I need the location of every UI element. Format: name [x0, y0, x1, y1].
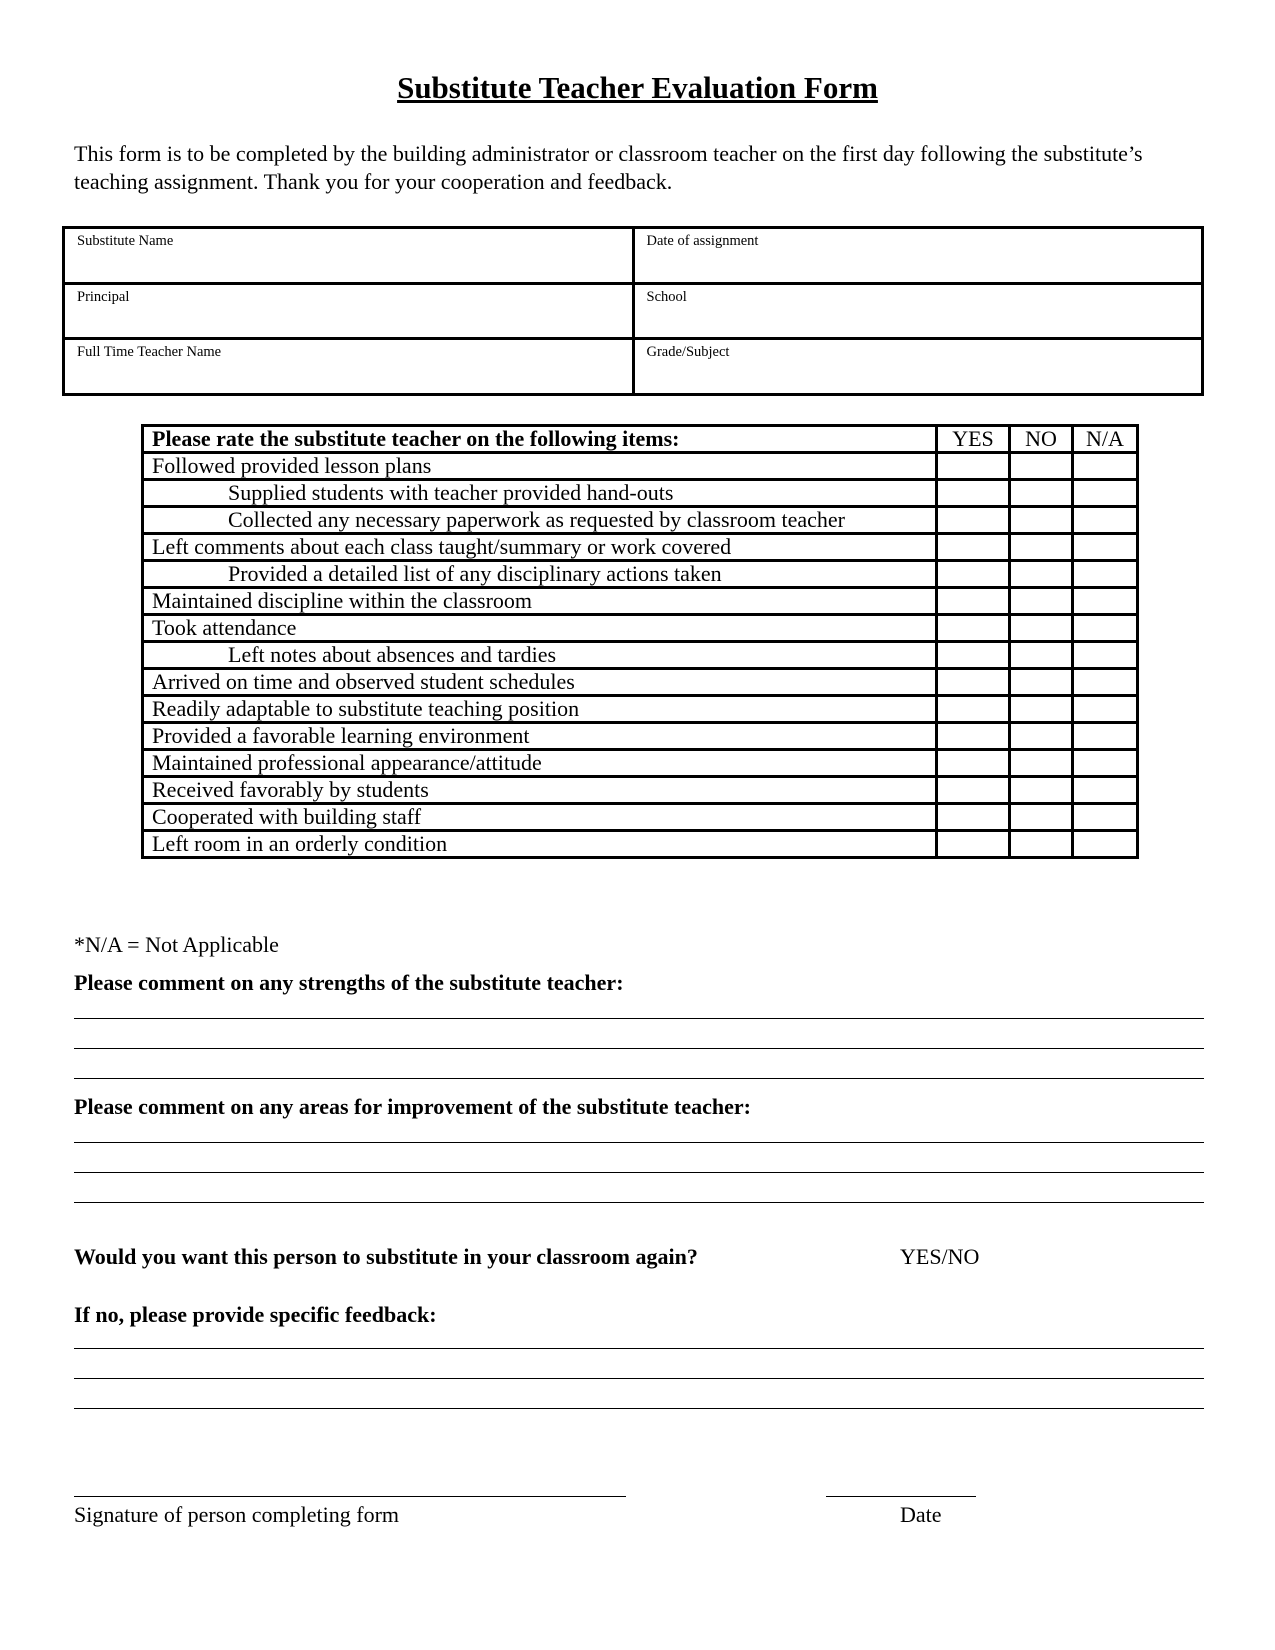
no-cell[interactable]: [1010, 453, 1073, 480]
rating-row: [143, 561, 1138, 588]
rating-item: Followed provided lesson plans: [143, 453, 937, 480]
rating-table: [141, 424, 1139, 859]
rating-item: Maintained discipline within the classroom: [143, 588, 937, 615]
substitute-name-label: Substitute Name: [77, 233, 174, 249]
rating-item: Took attendance: [143, 615, 937, 642]
rating-row: [143, 480, 1138, 507]
yes-cell[interactable]: [937, 561, 1010, 588]
rating-header-row: [143, 426, 1138, 453]
rating-item: Maintained professional appearance/attitude: [143, 750, 937, 777]
na-cell[interactable]: [1073, 750, 1138, 777]
na-cell[interactable]: [1073, 480, 1138, 507]
grade-subject-label: Grade/Subject: [646, 344, 730, 361]
no-cell[interactable]: [1010, 561, 1073, 588]
no-cell[interactable]: [1010, 696, 1073, 723]
improvement-line[interactable]: [74, 1142, 1204, 1143]
yes-cell[interactable]: [937, 750, 1010, 777]
na-cell[interactable]: [1073, 831, 1138, 858]
date-label: Date: [900, 1502, 942, 1527]
rating-row: [143, 669, 1138, 696]
no-cell[interactable]: [1010, 669, 1073, 696]
feedback-line[interactable]: [74, 1378, 1204, 1379]
rating-row: [143, 534, 1138, 561]
na-cell[interactable]: [1073, 615, 1138, 642]
principal-label: Principal: [77, 288, 130, 305]
date-line[interactable]: [826, 1496, 976, 1497]
yes-column-header: YES: [937, 426, 1010, 453]
no-cell[interactable]: [1010, 723, 1073, 750]
no-cell[interactable]: [1010, 642, 1073, 669]
yes-cell[interactable]: [937, 588, 1010, 615]
na-cell[interactable]: [1073, 561, 1138, 588]
no-cell[interactable]: [1010, 588, 1073, 615]
yes-cell[interactable]: [937, 777, 1010, 804]
rating-row: [143, 696, 1138, 723]
intro-text: This form is to be completed by the building administrator or classroom teacher on the first day following the substitute’s teaching assignment. Thank you for your cooperation and feedback.: [74, 141, 1143, 194]
rating-item: Provided a detailed list of any disciplinary actions taken: [143, 561, 937, 588]
na-cell[interactable]: [1073, 588, 1138, 615]
rating-item: Received favorably by students: [143, 777, 937, 804]
rating-item: Left comments about each class taught/summary or work covered: [143, 534, 937, 561]
no-cell[interactable]: [1010, 615, 1073, 642]
yes-cell[interactable]: [937, 615, 1010, 642]
form-title: Substitute Teacher Evaluation Form: [397, 70, 878, 105]
rating-item: Cooperated with building staff: [143, 804, 937, 831]
improvement-line[interactable]: [74, 1172, 1204, 1173]
school-label: School: [646, 288, 687, 305]
rating-item: Left notes about absences and tardies: [143, 642, 937, 669]
improvement-prompt: Please comment on any areas for improvement of the substitute teacher:: [74, 1094, 751, 1119]
yes-cell[interactable]: [937, 480, 1010, 507]
yes-cell[interactable]: [937, 669, 1010, 696]
rating-row: [143, 750, 1138, 777]
na-cell[interactable]: [1073, 534, 1138, 561]
yes-cell[interactable]: [937, 804, 1010, 831]
principal-field[interactable]: [64, 283, 634, 339]
yes-cell[interactable]: [937, 642, 1010, 669]
yes-cell[interactable]: [937, 831, 1010, 858]
yes-cell[interactable]: [937, 453, 1010, 480]
full-time-teacher-field[interactable]: [64, 339, 634, 395]
rating-row: [143, 507, 1138, 534]
no-cell[interactable]: [1010, 804, 1073, 831]
yes-cell[interactable]: [937, 534, 1010, 561]
signature-line[interactable]: [74, 1496, 626, 1497]
rating-item: Left room in an orderly condition: [143, 831, 937, 858]
no-cell[interactable]: [1010, 777, 1073, 804]
yes-cell[interactable]: [937, 723, 1010, 750]
info-table: [62, 226, 1204, 396]
yes-cell[interactable]: [937, 696, 1010, 723]
rating-row: [143, 642, 1138, 669]
rating-row: [143, 831, 1138, 858]
full-time-teacher-label: Full Time Teacher Name: [77, 344, 222, 361]
na-cell[interactable]: [1073, 696, 1138, 723]
rating-item: Supplied students with teacher provided hand-outs: [143, 480, 937, 507]
rating-row: [143, 615, 1138, 642]
feedback-line[interactable]: [74, 1348, 1204, 1349]
signature-label: Signature of person completing form: [74, 1502, 400, 1527]
rating-header: Please rate the substitute teacher on the following items:: [143, 426, 937, 453]
no-cell[interactable]: [1010, 507, 1073, 534]
na-note: *N/A = Not Applicable: [74, 932, 279, 957]
no-cell[interactable]: [1010, 831, 1073, 858]
no-cell[interactable]: [1010, 534, 1073, 561]
na-cell[interactable]: [1073, 453, 1138, 480]
na-cell[interactable]: [1073, 507, 1138, 534]
rating-item: Readily adaptable to substitute teaching position: [143, 696, 937, 723]
grade-subject-field[interactable]: [633, 339, 1203, 395]
rating-item: Provided a favorable learning environment: [143, 723, 937, 750]
na-cell[interactable]: [1073, 804, 1138, 831]
feedback-line[interactable]: [74, 1408, 1204, 1409]
strengths-line[interactable]: [74, 1018, 1204, 1019]
na-cell[interactable]: [1073, 777, 1138, 804]
substitute-name-field[interactable]: [64, 228, 634, 284]
rating-row: [143, 804, 1138, 831]
date-of-assignment-field[interactable]: [633, 228, 1203, 284]
again-options[interactable]: YES/NO: [900, 1244, 980, 1269]
na-cell[interactable]: [1073, 669, 1138, 696]
no-cell[interactable]: [1010, 750, 1073, 777]
na-column-header: N/A: [1073, 426, 1138, 453]
again-question: Would you want this person to substitute in your classroom again?: [74, 1244, 698, 1269]
rating-row: [143, 723, 1138, 750]
rating-item: Collected any necessary paperwork as requested by classroom teacher: [143, 507, 937, 534]
rating-item: Arrived on time and observed student schedules: [143, 669, 937, 696]
no-cell[interactable]: [1010, 480, 1073, 507]
improvement-line[interactable]: [74, 1202, 1204, 1203]
no-column-header: NO: [1010, 426, 1073, 453]
strengths-prompt: Please comment on any strengths of the substitute teacher:: [74, 970, 624, 995]
date-of-assignment-label: Date of assignment: [646, 233, 759, 249]
rating-row: [143, 777, 1138, 804]
school-field[interactable]: [633, 283, 1203, 339]
na-cell[interactable]: [1073, 723, 1138, 750]
na-cell[interactable]: [1073, 642, 1138, 669]
strengths-line[interactable]: [74, 1048, 1204, 1049]
rating-row: [143, 588, 1138, 615]
rating-row: [143, 453, 1138, 480]
feedback-prompt: If no, please provide specific feedback:: [74, 1302, 437, 1327]
yes-cell[interactable]: [937, 507, 1010, 534]
strengths-line[interactable]: [74, 1078, 1204, 1079]
